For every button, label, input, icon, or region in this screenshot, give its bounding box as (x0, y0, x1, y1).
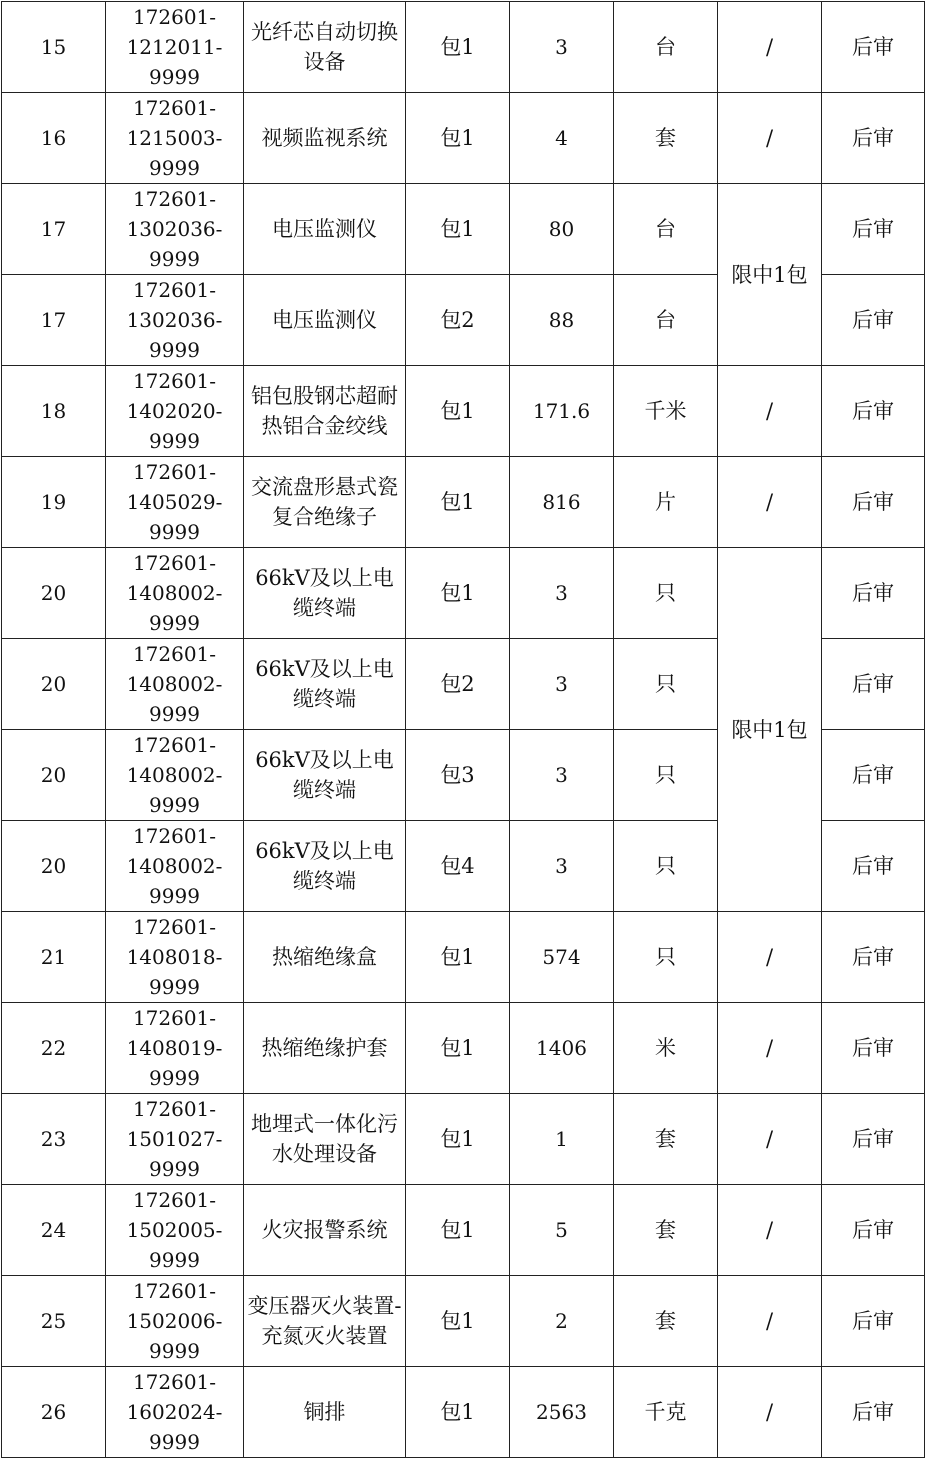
code-line: 172601- (132, 824, 217, 848)
code-line: 172601- (132, 1370, 217, 1394)
code-line: 1408019- (126, 1036, 223, 1060)
review-cell: 后审 (822, 2, 925, 93)
unit-cell: 只 (614, 730, 718, 821)
seq-cell: 17 (2, 184, 106, 275)
code-line: 172601- (132, 369, 217, 393)
code-line: 9999 (149, 338, 200, 362)
package-cell: 包2 (406, 639, 510, 730)
code-line: 172601- (132, 278, 217, 302)
package-cell: 包1 (406, 366, 510, 457)
code-cell (106, 1367, 244, 1458)
seq-cell: 19 (2, 457, 106, 548)
table-row (2, 1003, 925, 1094)
package-cell: 包2 (406, 275, 510, 366)
limit-cell: / (718, 1094, 822, 1185)
name-cell: 66kV及以上电缆终端 (244, 730, 406, 821)
review-cell: 后审 (822, 548, 925, 639)
code-cell (106, 548, 244, 639)
name-cell: 热缩绝缘盒 (244, 912, 406, 1003)
package-cell: 包1 (406, 1185, 510, 1276)
review-cell: 后审 (822, 1185, 925, 1276)
review-cell: 后审 (822, 184, 925, 275)
package-cell: 包1 (406, 1276, 510, 1367)
code-line: 9999 (149, 1339, 200, 1363)
package-cell: 包1 (406, 2, 510, 93)
table-body (2, 2, 925, 1458)
code-cell (106, 184, 244, 275)
quantity-cell: 88 (510, 275, 614, 366)
code-line: 1408002- (126, 854, 223, 878)
unit-cell: 套 (614, 1094, 718, 1185)
table-row (2, 548, 925, 639)
code-line: 1302036- (126, 217, 223, 241)
code-cell (106, 730, 244, 821)
limit-cell: / (718, 366, 822, 457)
code-line: 172601- (132, 96, 217, 120)
review-cell: 后审 (822, 366, 925, 457)
name-cell: 66kV及以上电缆终端 (244, 639, 406, 730)
unit-cell: 套 (614, 93, 718, 184)
seq-cell: 22 (2, 1003, 106, 1094)
seq-cell: 15 (2, 2, 106, 93)
code-line: 9999 (149, 429, 200, 453)
code-cell (106, 93, 244, 184)
unit-cell: 只 (614, 912, 718, 1003)
seq-cell: 18 (2, 366, 106, 457)
unit-cell: 台 (614, 184, 718, 275)
name-cell: 地埋式一体化污水处理设备 (244, 1094, 406, 1185)
code-line: 1408002- (126, 763, 223, 787)
limit-cell: 限中1包 (718, 548, 822, 912)
code-line: 9999 (149, 702, 200, 726)
code-cell (106, 639, 244, 730)
code-line: 1302036- (126, 308, 223, 332)
table-row (2, 184, 925, 275)
code-line: 9999 (149, 611, 200, 635)
seq-cell: 25 (2, 1276, 106, 1367)
code-line: 9999 (149, 520, 200, 544)
quantity-cell: 2 (510, 1276, 614, 1367)
limit-cell: / (718, 1003, 822, 1094)
code-cell (106, 275, 244, 366)
limit-cell: / (718, 457, 822, 548)
package-cell: 包1 (406, 457, 510, 548)
code-line: 172601- (132, 915, 217, 939)
package-cell: 包3 (406, 730, 510, 821)
unit-cell: 套 (614, 1276, 718, 1367)
code-line: 1408018- (126, 945, 223, 969)
code-cell (106, 1276, 244, 1367)
code-line: 9999 (149, 1430, 200, 1454)
quantity-cell: 80 (510, 184, 614, 275)
seq-cell: 20 (2, 730, 106, 821)
code-line: 9999 (149, 1157, 200, 1181)
review-cell: 后审 (822, 1367, 925, 1458)
name-cell: 电压监测仪 (244, 184, 406, 275)
name-cell: 变压器灭火装置-充氮灭火装置 (244, 1276, 406, 1367)
quantity-cell: 3 (510, 821, 614, 912)
name-cell: 电压监测仪 (244, 275, 406, 366)
code-line: 9999 (149, 156, 200, 180)
unit-cell: 千米 (614, 366, 718, 457)
package-cell: 包1 (406, 1003, 510, 1094)
code-line: 1402020- (126, 399, 223, 423)
review-cell: 后审 (822, 1003, 925, 1094)
code-line: 9999 (149, 793, 200, 817)
code-line: 172601- (132, 5, 217, 29)
table-row (2, 1367, 925, 1458)
code-line: 1502006- (126, 1309, 223, 1333)
quantity-cell: 4 (510, 93, 614, 184)
package-cell: 包1 (406, 93, 510, 184)
code-cell (106, 1094, 244, 1185)
code-cell (106, 912, 244, 1003)
quantity-cell: 574 (510, 912, 614, 1003)
unit-cell: 米 (614, 1003, 718, 1094)
code-cell (106, 2, 244, 93)
quantity-cell: 2563 (510, 1367, 614, 1458)
seq-cell: 26 (2, 1367, 106, 1458)
unit-cell: 只 (614, 639, 718, 730)
unit-cell: 千克 (614, 1367, 718, 1458)
limit-cell: / (718, 912, 822, 1003)
review-cell: 后审 (822, 457, 925, 548)
code-line: 172601- (132, 1188, 217, 1212)
code-line: 9999 (149, 884, 200, 908)
code-cell (106, 1003, 244, 1094)
seq-cell: 20 (2, 639, 106, 730)
package-cell: 包1 (406, 912, 510, 1003)
review-cell: 后审 (822, 639, 925, 730)
table-row (2, 912, 925, 1003)
quantity-cell: 3 (510, 2, 614, 93)
code-cell (106, 1185, 244, 1276)
limit-cell: / (718, 2, 822, 93)
unit-cell: 片 (614, 457, 718, 548)
quantity-cell: 1406 (510, 1003, 614, 1094)
code-line: 172601- (132, 1097, 217, 1121)
code-line: 172601- (132, 1279, 217, 1303)
seq-cell: 17 (2, 275, 106, 366)
quantity-cell: 171.6 (510, 366, 614, 457)
package-cell: 包1 (406, 1367, 510, 1458)
code-line: 9999 (149, 1066, 200, 1090)
code-line: 1215003- (126, 126, 223, 150)
review-cell: 后审 (822, 1276, 925, 1367)
limit-cell: / (718, 1367, 822, 1458)
code-line: 172601- (132, 642, 217, 666)
seq-cell: 24 (2, 1185, 106, 1276)
name-cell: 铜排 (244, 1367, 406, 1458)
table-row (2, 1276, 925, 1367)
name-cell: 视频监视系统 (244, 93, 406, 184)
procurement-table (1, 1, 925, 1458)
review-cell: 后审 (822, 912, 925, 1003)
limit-cell: / (718, 1185, 822, 1276)
unit-cell: 台 (614, 275, 718, 366)
review-cell: 后审 (822, 1094, 925, 1185)
table-row (2, 366, 925, 457)
seq-cell: 20 (2, 821, 106, 912)
quantity-cell: 3 (510, 639, 614, 730)
code-line: 1501027- (126, 1127, 223, 1151)
code-line: 172601- (132, 1006, 217, 1030)
name-cell: 66kV及以上电缆终端 (244, 821, 406, 912)
name-cell: 66kV及以上电缆终端 (244, 548, 406, 639)
code-cell (106, 457, 244, 548)
code-line: 172601- (132, 187, 217, 211)
code-line: 1502005- (126, 1218, 223, 1242)
review-cell: 后审 (822, 821, 925, 912)
review-cell: 后审 (822, 93, 925, 184)
package-cell: 包1 (406, 1094, 510, 1185)
code-line: 172601- (132, 733, 217, 757)
code-line: 1408002- (126, 581, 223, 605)
limit-cell: / (718, 1276, 822, 1367)
table-row (2, 457, 925, 548)
code-line: 9999 (149, 975, 200, 999)
quantity-cell: 3 (510, 730, 614, 821)
seq-cell: 20 (2, 548, 106, 639)
code-line: 172601- (132, 551, 217, 575)
name-cell: 火灾报警系统 (244, 1185, 406, 1276)
table-row (2, 1185, 925, 1276)
review-cell: 后审 (822, 730, 925, 821)
quantity-cell: 1 (510, 1094, 614, 1185)
seq-cell: 23 (2, 1094, 106, 1185)
table-row (2, 1094, 925, 1185)
unit-cell: 只 (614, 548, 718, 639)
package-cell: 包1 (406, 184, 510, 275)
code-line: 172601- (132, 460, 217, 484)
package-cell: 包4 (406, 821, 510, 912)
quantity-cell: 3 (510, 548, 614, 639)
seq-cell: 16 (2, 93, 106, 184)
code-line: 1408002- (126, 672, 223, 696)
table-row (2, 2, 925, 93)
unit-cell: 台 (614, 2, 718, 93)
table-row (2, 93, 925, 184)
code-line: 9999 (149, 247, 200, 271)
code-line: 1212011- (126, 35, 223, 59)
name-cell: 热缩绝缘护套 (244, 1003, 406, 1094)
name-cell: 光纤芯自动切换设备 (244, 2, 406, 93)
limit-cell: 限中1包 (718, 184, 822, 366)
quantity-cell: 5 (510, 1185, 614, 1276)
quantity-cell: 816 (510, 457, 614, 548)
code-line: 9999 (149, 1248, 200, 1272)
code-cell (106, 366, 244, 457)
code-cell (106, 821, 244, 912)
unit-cell: 套 (614, 1185, 718, 1276)
code-line: 1405029- (126, 490, 223, 514)
unit-cell: 只 (614, 821, 718, 912)
review-cell: 后审 (822, 275, 925, 366)
name-cell: 交流盘形悬式瓷复合绝缘子 (244, 457, 406, 548)
package-cell: 包1 (406, 548, 510, 639)
code-line: 9999 (149, 65, 200, 89)
seq-cell: 21 (2, 912, 106, 1003)
code-line: 1602024- (126, 1400, 223, 1424)
name-cell: 铝包股钢芯超耐热铝合金绞线 (244, 366, 406, 457)
limit-cell: / (718, 93, 822, 184)
